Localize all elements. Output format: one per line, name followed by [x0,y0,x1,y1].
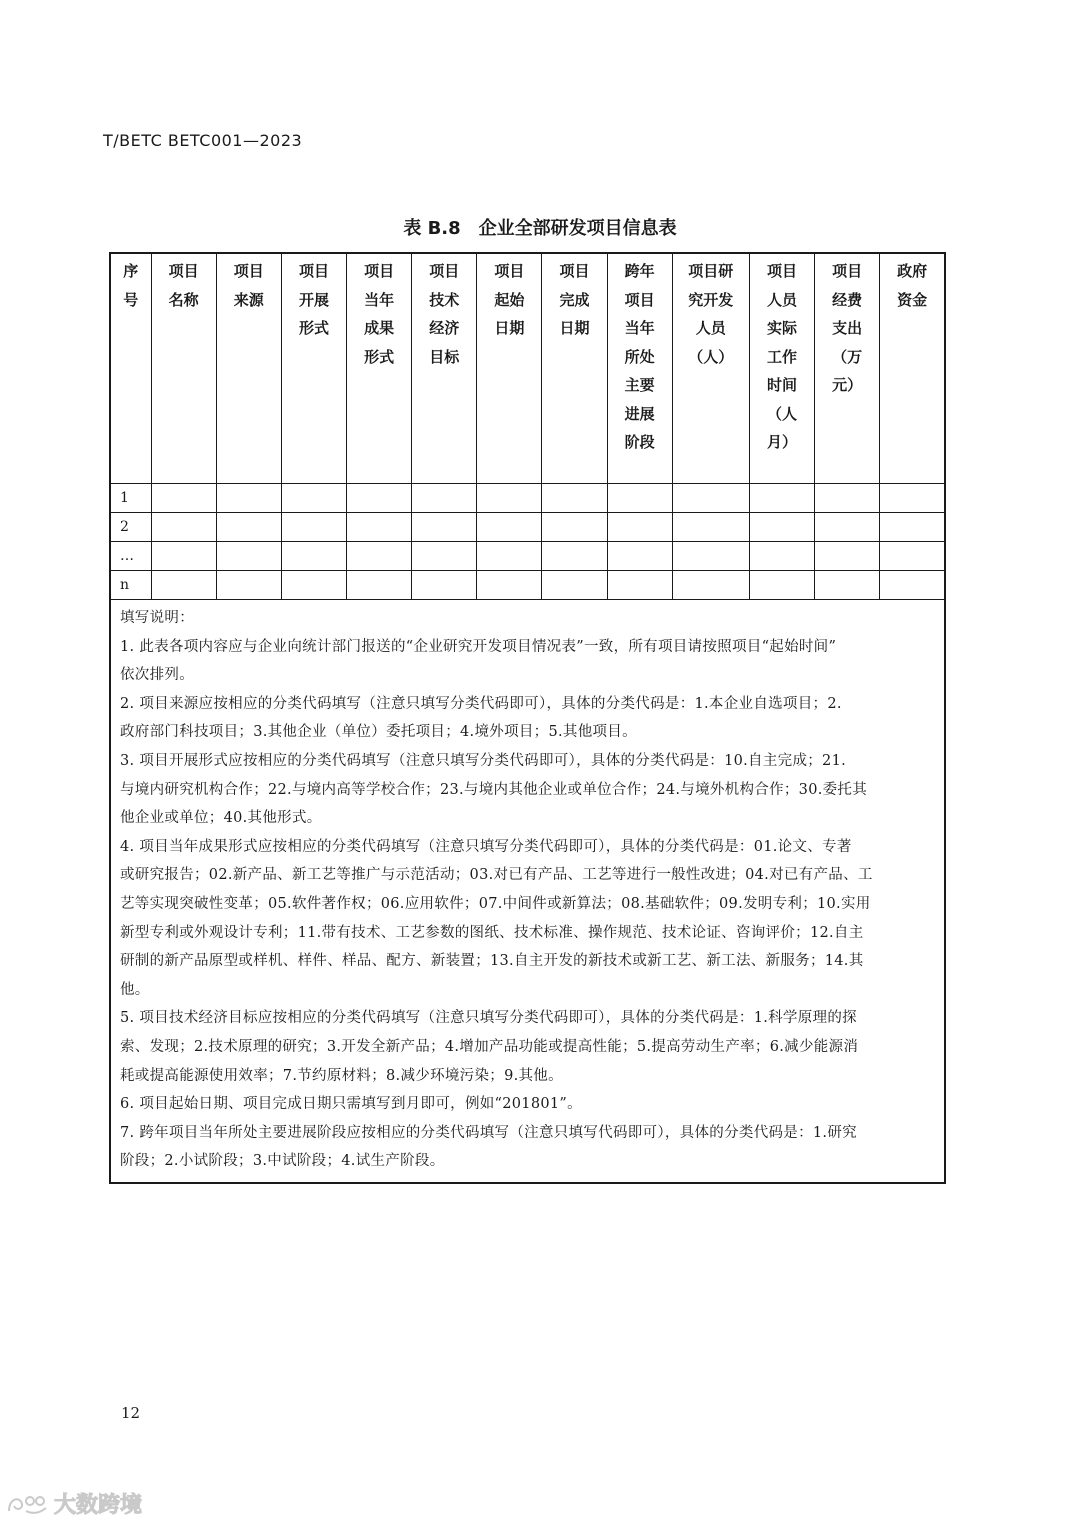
table-cell [749,571,814,600]
table-cell [216,513,281,542]
table-cell [542,571,607,600]
table-cell [542,484,607,513]
column-header: 项目研 究开发 人员 （人） [672,253,749,484]
table-cell [815,571,880,600]
row-number: 2 [110,513,151,542]
table-cell [607,484,672,513]
brand-logo-icon [6,1492,50,1516]
note-line: 新型专利或外观设计专利；11.带有技术、工艺参数的图纸、技术标准、操作规范、技术论证、咨询评价；12.自主 [120,924,864,941]
column-header: 项目 技术 经济 目标 [412,253,477,484]
table-cell [347,571,412,600]
note-line: 阶段；2.小试阶段；3.中试阶段；4.试生产阶段。 [120,1153,445,1170]
table-cell [607,571,672,600]
table-cell [815,513,880,542]
watermark-text: 大数跨境 [54,1493,143,1518]
table-cell [607,513,672,542]
table-cell [607,542,672,571]
table-row [110,542,945,571]
table-cell [749,484,814,513]
note-line: 研制的新产品原型或样机、样件、样品、配方、新装置；13.自主开发的新技术或新工艺、新工法、新服务；14.其 [120,953,864,970]
table-cell [347,542,412,571]
table-cell [347,484,412,513]
row-number: … [110,542,151,571]
table-cell [151,484,216,513]
table-title: 表 B.8 企业全部研发项目信息表 [403,218,677,239]
column-header: 项目 完成 日期 [542,253,607,484]
table-row [110,484,945,513]
table-cell [672,484,749,513]
column-header: 跨年 项目 当年 所处 主要 进展 阶段 [607,253,672,484]
table-cell [880,571,945,600]
table-header-row [110,253,945,484]
page-number: 12 [121,1404,141,1422]
column-header: 项目 名称 [151,253,216,484]
table-cell [151,571,216,600]
table-cell [347,513,412,542]
table-cell [216,484,281,513]
note-line: 5. 项目技术经济目标应按相应的分类代码填写（注意只填写分类代码即可），具体的分类代码是：1.科学原理的探 [120,1010,857,1027]
column-header: 项目 当年 成果 形式 [347,253,412,484]
table-cell [412,571,477,600]
table-cell [542,542,607,571]
rd-project-table [109,252,946,1184]
table-cell [151,542,216,571]
table-cell [281,571,346,600]
table-cell [477,484,542,513]
table-cell [880,513,945,542]
table-cell [281,542,346,571]
note-line: 6. 项目起始日期、项目完成日期只需填写到月即可，例如“201801”。 [120,1096,582,1113]
note-line: 他。 [120,981,150,998]
table-cell [542,513,607,542]
table-cell [880,542,945,571]
table-cell [749,542,814,571]
row-number: n [110,571,151,600]
watermark [6,1488,142,1519]
table-cell [477,513,542,542]
table-cell [412,542,477,571]
column-header: 项目 起始 日期 [477,253,542,484]
note-line: 他企业或单位；40.其他形式。 [120,810,322,827]
filling-instructions [110,600,945,1183]
note-line: 1. 此表各项内容应与企业向统计部门报送的“企业研究开发项目情况表”一致，所有项目请按照项目“起始时间” [120,638,837,655]
document-code: T/BETC BETC001—2023 [103,131,303,150]
column-header: 项目 来源 [216,253,281,484]
column-header: 政府 资金 [880,253,945,484]
column-header: 项目 开展 形式 [281,253,346,484]
table-row [110,513,945,542]
table-cell [216,542,281,571]
table-cell [815,542,880,571]
table-cell [672,571,749,600]
note-line: 依次排列。 [120,667,194,684]
notes-heading: 填写说明： [120,610,194,626]
note-line: 耗或提高能源使用效率；7.节约原材料；8.减少环境污染；9.其他。 [120,1067,563,1084]
table-cell [749,513,814,542]
table-cell [412,513,477,542]
table-cell [412,484,477,513]
table-cell [477,542,542,571]
table-cell [672,513,749,542]
note-line: 2. 项目来源应按相应的分类代码填写（注意只填写分类代码即可），具体的分类代码是：1.本企业自选项目；2. [120,695,842,712]
table-cell [815,484,880,513]
table-cell [880,484,945,513]
note-line: 7. 跨年项目当年所处主要进展阶段应按相应的分类代码填写（注意只填写代码即可），具体的分类代码是：1.研究 [120,1124,857,1141]
column-header: 序 号 [110,253,151,484]
table-row [110,571,945,600]
notes-row [110,600,945,1183]
column-header: 项目 人员 实际 工作 时间 （人 月） [749,253,814,484]
table-cell [281,484,346,513]
note-line: 与境内研究机构合作；22.与境内高等学校合作；23.与境内其他企业或单位合作；24.与境外机构合作；30.委托其 [120,781,868,798]
table-cell [281,513,346,542]
note-line: 政府部门科技项目；3.其他企业（单位）委托项目；4.境外项目；5.其他项目。 [120,724,637,741]
table-cell [216,571,281,600]
row-number: 1 [110,484,151,513]
note-line: 4. 项目当年成果形式应按相应的分类代码填写（注意只填写分类代码即可），具体的分类代码是：01.论文、专著 [120,838,852,855]
note-line: 3. 项目开展形式应按相应的分类代码填写（注意只填写分类代码即可），具体的分类代码是：10.自主完成；21. [120,752,847,769]
table-cell [672,542,749,571]
table-cell [151,513,216,542]
table-cell [477,571,542,600]
column-header: 项目 经费 支出 （万 元） [815,253,880,484]
note-line: 或研究报告；02.新产品、新工艺等推广与示范活动；03.对已有产品、工艺等进行一般性改进；04.对已有产品、工 [120,867,873,884]
note-line: 艺等实现突破性变革；05.软件著作权；06.应用软件；07.中间件或新算法；08.基础软件；09.发明专利；10.实用 [120,895,871,912]
note-line: 索、发现；2.技术原理的研究；3.开发全新产品；4.增加产品功能或提高性能；5.提高劳动生产率；6.减少能源消 [120,1038,859,1055]
